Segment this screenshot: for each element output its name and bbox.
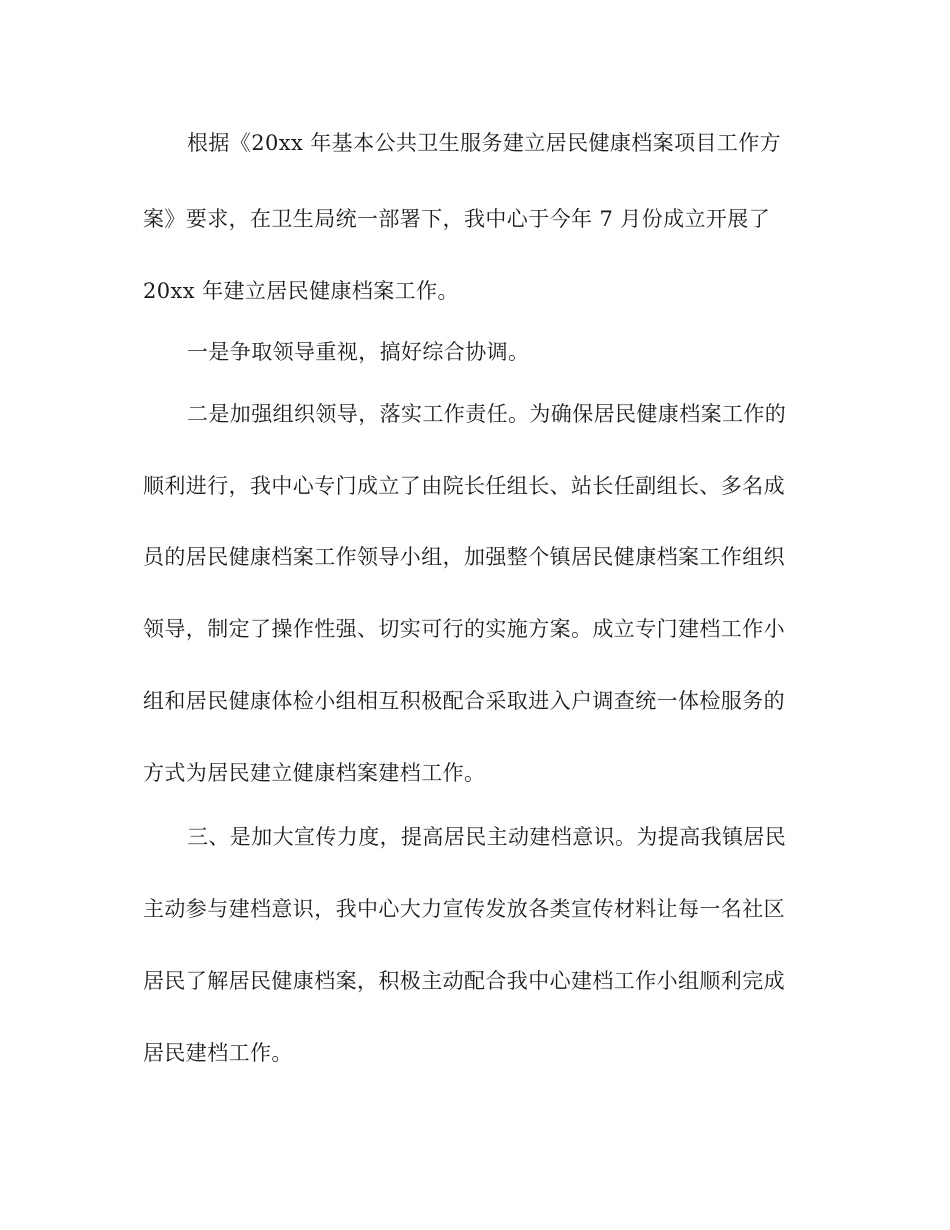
paragraph-3-line-6: 方式为居民建立健康档案建档工作。 — [143, 761, 486, 785]
paragraph-1-line-3: 20xx 年建立居民健康档案工作。 — [143, 279, 459, 303]
paragraph-4-line-1: 三、是加大宣传力度，提高居民主动建档意识。为提高我镇居民 — [187, 825, 787, 849]
paragraph-4-line-3: 居民了解居民健康档案，积极主动配合我中心建档工作小组顺利完成 — [143, 969, 785, 993]
paragraph-1-line-2: 案》要求，在卫生局统一部署下，我中心于今年 7 月份成立开展了 — [143, 207, 771, 231]
paragraph-3-line-2: 顺利进行，我中心专门成立了由院长任组长、站长任副组长、多名成 — [143, 474, 785, 498]
paragraph-4-line-2: 主动参与建档意识，我中心大力宣传发放各类宣传材料让每一名社区 — [143, 897, 785, 921]
paragraph-3-line-3: 员的居民健康档案工作领导小组，加强整个镇居民健康档案工作组织 — [143, 545, 785, 569]
paragraph-1-line-1: 根据《20xx 年基本公共卫生服务建立居民健康档案项目工作方 — [187, 131, 782, 155]
paragraph-2-line-1: 一是争取领导重视，搞好综合协调。 — [187, 340, 530, 364]
paragraph-3-line-1: 二是加强组织领导，落实工作责任。为确保居民健康档案工作的 — [187, 402, 787, 426]
paragraph-3-line-4: 领导，制定了操作性强、切实可行的实施方案。成立专门建档工作小 — [143, 617, 785, 641]
paragraph-4-line-4: 居民建档工作。 — [143, 1041, 293, 1065]
paragraph-3-line-5: 组和居民健康体检小组相互积极配合采取进入户调查统一体检服务的 — [143, 689, 785, 713]
